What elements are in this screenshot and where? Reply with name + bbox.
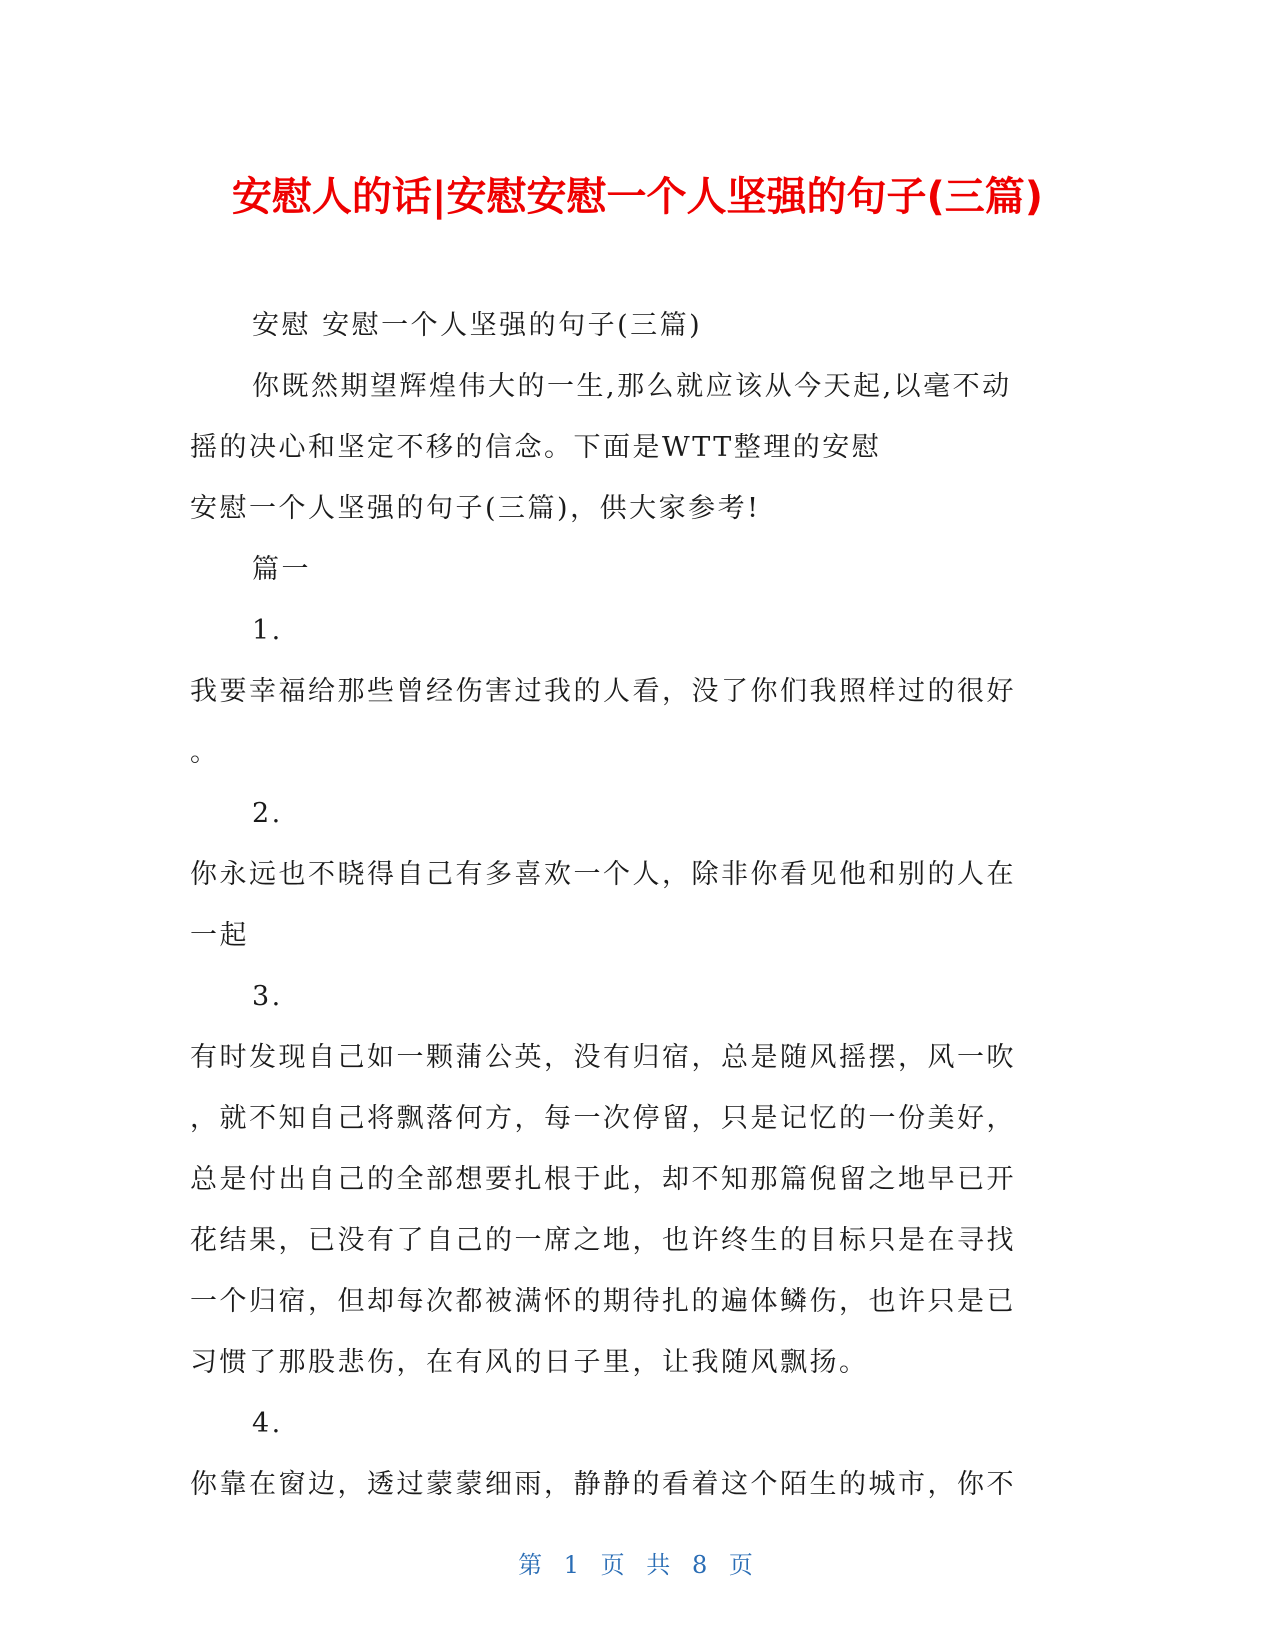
paragraph-line: 3. <box>252 981 283 1012</box>
paragraph-line: 一起 <box>190 920 249 951</box>
paragraph-line: 你既然期望辉煌伟大的一生,那么就应该从今天起,以毫不动 <box>252 371 1012 402</box>
paragraph-line: 有时发现自己如一颗蒲公英，没有归宿，总是随风摇摆，风一吹 <box>190 1042 1016 1073</box>
paragraph-line: 花结果，已没有了自己的一席之地，也许终生的目标只是在寻找 <box>190 1225 1016 1256</box>
document-title: 安慰人的话|安慰安慰一个人坚强的句子(三篇) <box>231 174 1044 220</box>
paragraph-line: 一个归宿，但却每次都被满怀的期待扎的遍体鳞伤，也许只是已 <box>190 1286 1016 1317</box>
paragraph-line: 摇的决心和坚定不移的信念。下面是WTT整理的安慰 <box>190 432 882 463</box>
paragraph-line: 4. <box>252 1408 283 1439</box>
paragraph-line: 1. <box>252 615 283 646</box>
paragraph-line: 安慰一个人坚强的句子(三篇)，供大家参考! <box>190 493 761 524</box>
paragraph-line: 总是付出自己的全部想要扎根于此，却不知那篇倪留之地早已开 <box>190 1164 1016 1195</box>
paragraph-line: 安慰 安慰一个人坚强的句子(三篇) <box>252 310 703 341</box>
page-number-footer: 第 1 页 共 8 页 <box>518 1551 757 1579</box>
paragraph-line: ，就不知自己将飘落何方，每一次停留，只是记忆的一份美好， <box>190 1103 1016 1134</box>
paragraph-line: 。 <box>190 737 220 768</box>
paragraph-line: 篇一 <box>252 554 311 585</box>
document-body <box>190 295 1070 1515</box>
paragraph-line: 习惯了那股悲伤，在有风的日子里，让我随风飘扬。 <box>190 1347 869 1378</box>
paragraph-line: 你永远也不晓得自己有多喜欢一个人，除非你看见他和别的人在 <box>190 859 1016 890</box>
paragraph-line: 你靠在窗边，透过蒙蒙细雨，静静的看着这个陌生的城市，你不 <box>190 1469 1016 1500</box>
paragraph-line: 2. <box>252 798 283 829</box>
paragraph-line: 我要幸福给那些曾经伤害过我的人看，没了你们我照样过的很好 <box>190 676 1016 707</box>
